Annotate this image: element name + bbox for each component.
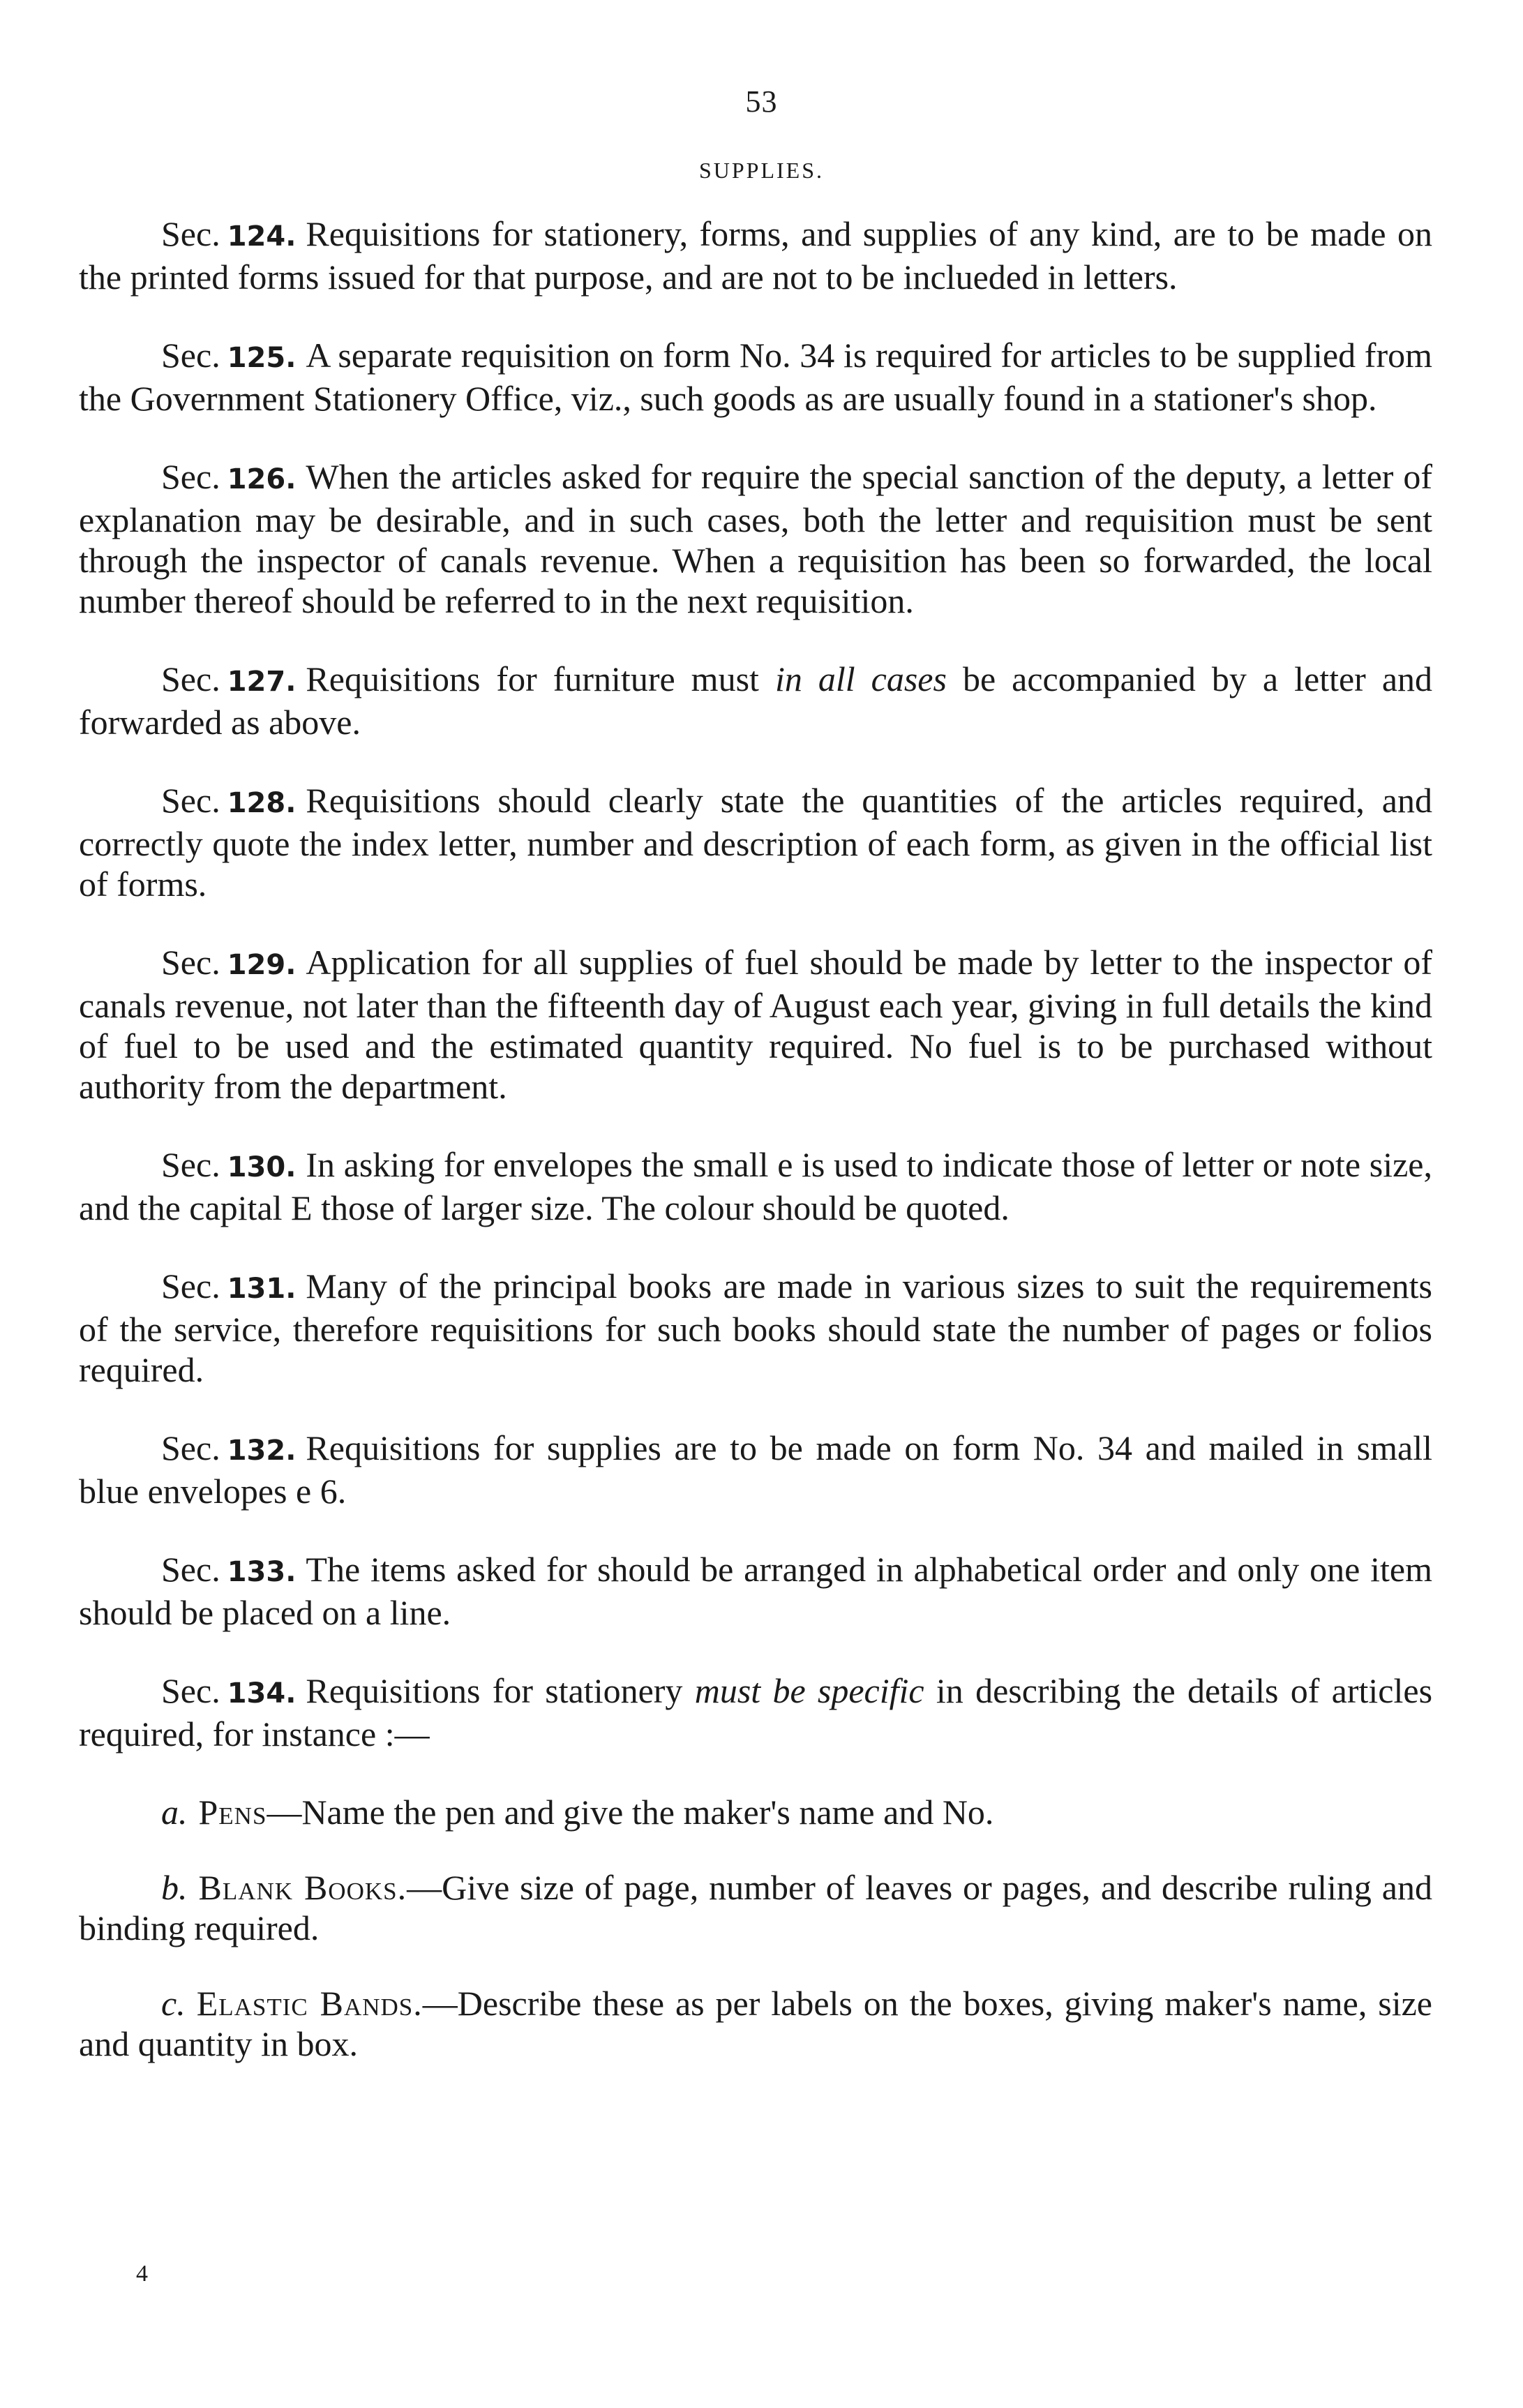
section-label: Sec. [161, 1550, 220, 1589]
list-item-text: —Name the pen and give the maker's name and No. [267, 1793, 994, 1832]
running-head: SUPPLIES. [698, 158, 825, 183]
section-number: 127. [227, 666, 297, 698]
section-text-italic: must be specific [694, 1671, 924, 1710]
section-text: A separate requisition on form No. 34 is required for articles to be supplied from the Government Stationery Office, viz., such goods as are usually found in a stationer's shop. [79, 336, 1432, 418]
section-text: in describing the details of articles required, for instance :— [79, 1671, 1433, 1753]
section-number: 131. [227, 1273, 297, 1305]
body-text [79, 214, 1432, 2099]
list-item-text: —Describe these as per labels on the boxes, giving maker's name, size and quantity in box. [79, 1984, 1432, 2063]
section-text: Requisitions for furniture must [306, 659, 759, 698]
section-number: 132. [227, 1435, 297, 1467]
section-129 [79, 942, 1432, 1107]
section-text: Requisitions should clearly state the quantities of the articles required, and correctly quote the index letter, number and description of each form, as given in the official list of forms. [79, 781, 1432, 904]
section-label: Sec. [161, 659, 220, 698]
section-label: Sec. [161, 1145, 220, 1184]
section-label: Sec. [161, 943, 220, 982]
section-number: 125. [227, 342, 297, 374]
section-text: Application for all supplies of fuel should be made by letter to the inspector of canals revenue, not later than the fifteenth day of August each year, giving in full details the kind of fuel to be used and the estimated quantity required. No fuel is to be purchased without authority from the department. [79, 943, 1432, 1106]
list-item-heading: Elastic Bands. [196, 1984, 423, 2023]
section-label: Sec. [161, 1266, 220, 1306]
section-label: Sec. [161, 214, 220, 253]
page-number: 53 [745, 84, 778, 119]
section-number: 126. [227, 463, 297, 495]
section-124 [79, 214, 1432, 297]
section-label: Sec. [161, 1671, 220, 1710]
section-label: Sec. [161, 781, 220, 820]
list-item-blank-books [79, 1867, 1432, 1948]
list-item-letter: b. [161, 1868, 188, 1907]
section-133 [79, 1549, 1432, 1633]
list-item-heading: Blank Books. [198, 1868, 407, 1907]
list-item-elastic-bands [79, 1983, 1432, 2064]
section-label: Sec. [161, 1428, 220, 1467]
section-126 [79, 456, 1432, 621]
section-number: 130. [227, 1151, 297, 1183]
section-134 [79, 1670, 1432, 1754]
section-text: Many of the principal books are made in various sizes to suit the requirements of the service, therefore requisitions for such books should state the number of pages or folios required. [79, 1266, 1432, 1389]
section-132 [79, 1428, 1432, 1511]
section-text: The items asked for should be arranged in alphabetical order and only one item should be placed on a line. [79, 1550, 1432, 1632]
section-number: 128. [227, 787, 297, 819]
section-text: When the articles asked for require the special sanction of the deputy, a letter of explanation may be desirable, and in such cases, both the letter and requisition must be sent through the inspector of canals revenue. When a requisition has been so forwarded, the local number thereof should be referred to in the next requisition. [79, 457, 1432, 620]
section-number: 129. [227, 949, 297, 981]
section-127 [79, 659, 1432, 742]
section-text-italic: in all cases [774, 659, 947, 698]
section-125 [79, 335, 1432, 419]
section-128 [79, 780, 1432, 904]
section-number: 134. [227, 1677, 297, 1710]
section-number: 124. [227, 220, 297, 253]
section-text: Requisitions for stationery [306, 1671, 683, 1710]
section-number: 133. [227, 1556, 297, 1588]
section-label: Sec. [161, 457, 220, 496]
section-text: be accompanied by a letter and forwarded as above. [79, 659, 1433, 742]
section-text: Requisitions for supplies are to be made on form No. 34 and mailed in small blue envelopes e 6. [79, 1428, 1432, 1511]
section-text: Requisitions for stationery, forms, and supplies of any kind, are to be made on the printed forms issued for that purpose, and are not to be inclueded in letters. [79, 214, 1432, 297]
list-item-pens [79, 1792, 1432, 1832]
section-130 [79, 1144, 1432, 1228]
list-item-letter: c. [161, 1984, 186, 2023]
list-item-letter: a. [161, 1793, 188, 1832]
section-131 [79, 1266, 1432, 1390]
section-text: In asking for envelopes the small e is used to indicate those of letter or note size, and the capital E those of larger size. The colour should be quoted. [79, 1145, 1432, 1227]
list-item-heading: Pens [198, 1793, 267, 1832]
list-item-text: —Give size of page, number of leaves or pages, and describe ruling and binding required. [79, 1868, 1432, 1947]
section-label: Sec. [161, 336, 220, 375]
signature-mark: 4 [136, 2261, 148, 2287]
